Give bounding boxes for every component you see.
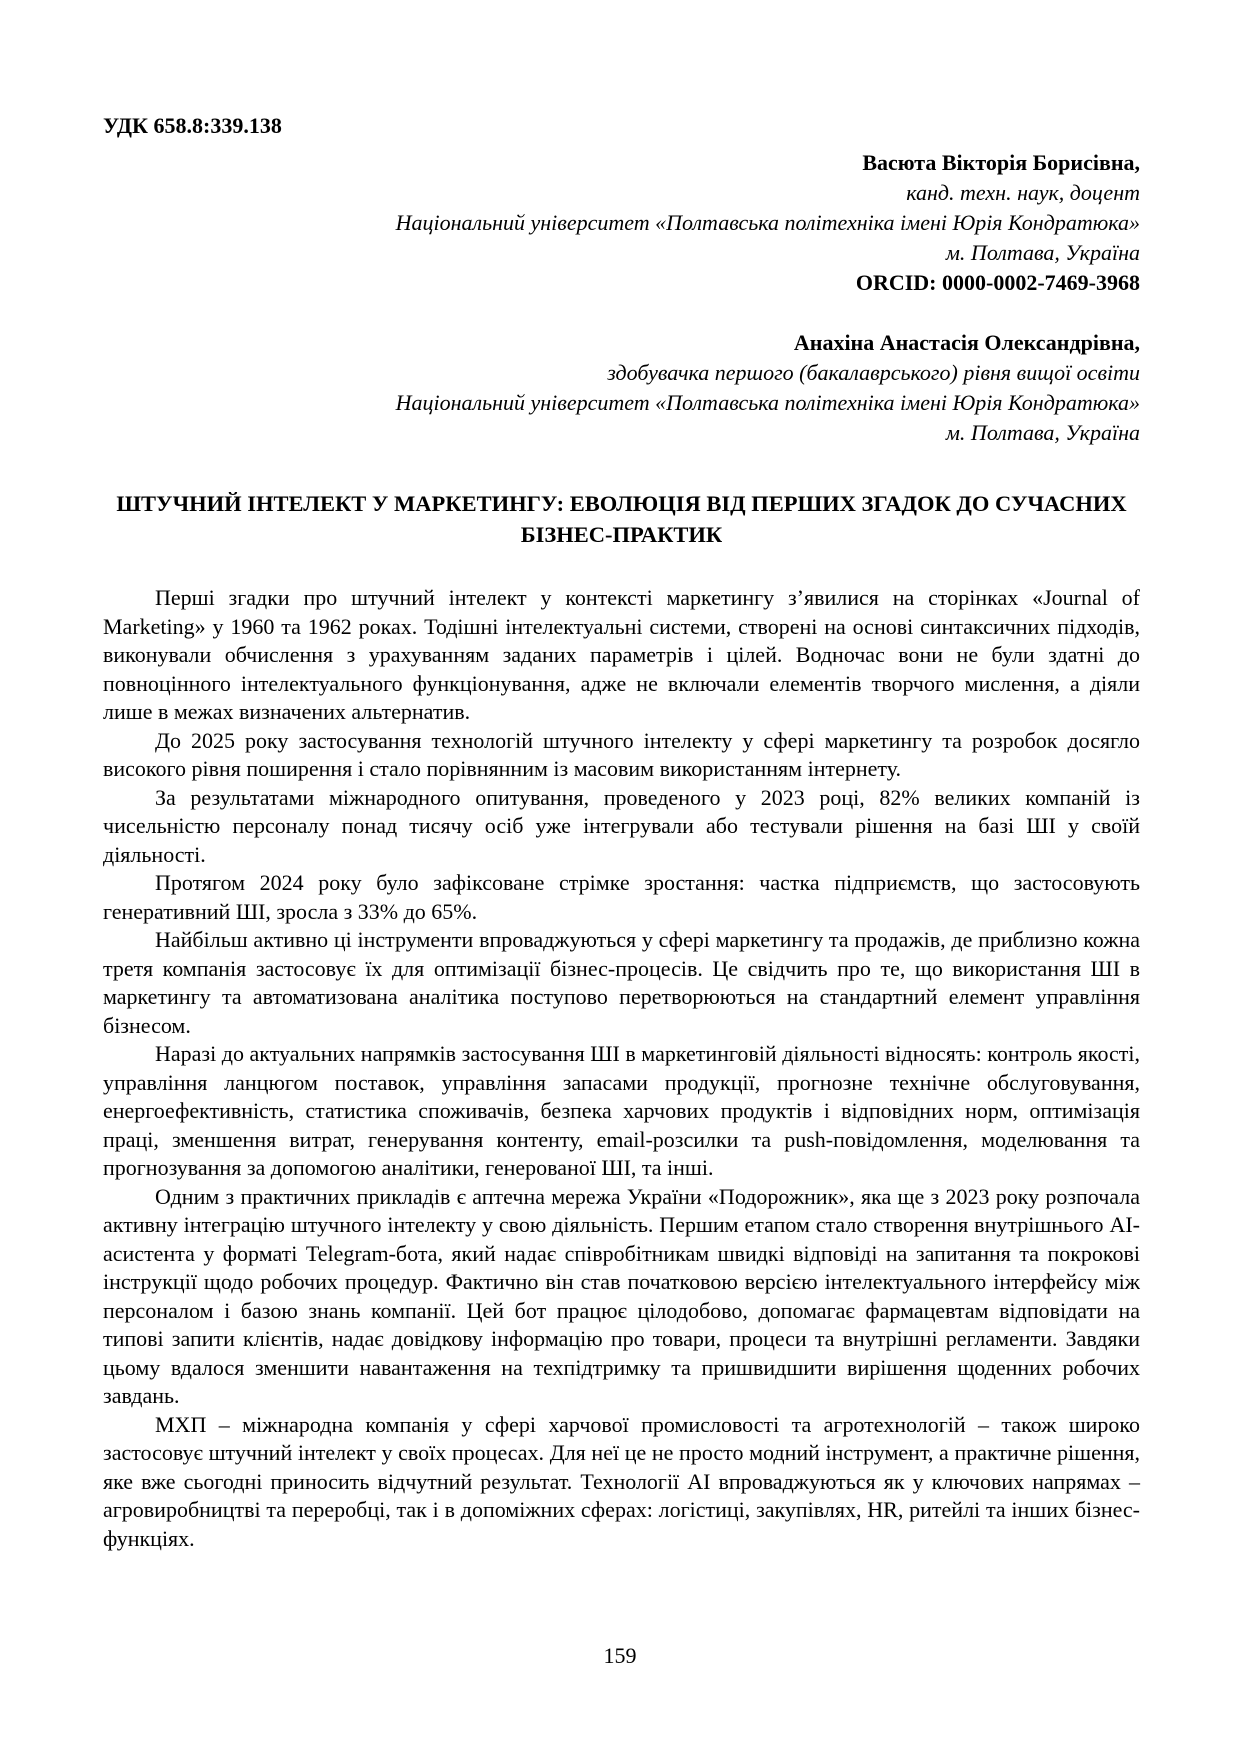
paragraph-3: За результатами міжнародного опитування, проведеного у 2023 році, 82% великих компаній із чисельністю персоналу понад тисячу осіб уже інтегрували або тестували рішення на базі ШІ у своїй діяльності. [103, 784, 1140, 867]
paragraph-6: Наразі до актуальних напрямків застосування ШІ в маркетинговій діяльності відносять: контроль якості, управління ланцюгом поставок, управління запасами продукції, прогнозне технічне обслуговування, енергоефективність, статистика споживачів, безпека харчових продуктів і відповідних норм, оптимізація праці, зменшення витрат, генерування контенту, email-розсилки та push-повідомлення, моделювання та прогнозування за допомогою аналітики, генерованої ШІ, та інші. [103, 1041, 1140, 1180]
author-2-name: Анахіна Анастасія Олександрівна, [793, 330, 1140, 355]
udc-code: УДК 658.8:339.138 [103, 113, 282, 138]
author-2-degree: здобувачка першого (бакалаврського) рівня вищої освіти [607, 360, 1140, 385]
author-1-degree: канд. техн. наук, доцент [906, 180, 1140, 205]
article-title: ШТУЧНИЙ ІНТЕЛЕКТ У МАРКЕТИНГУ: ЕВОЛЮЦІЯ ВІД ПЕРШИХ ЗГАДОК ДО СУЧАСНИХ БІЗНЕС-ПРАКТИК [116, 491, 1127, 547]
page-number: 159 [603, 1643, 637, 1668]
paragraph-1: Перші згадки про штучний інтелект у контексті маркетингу з’явилися на сторінках «Journal of Marketing» у 1960 та 1962 роках. Тодішні інтелектуальні системи, створені на основі синтаксичних підходів, виконували обчислення з урахуванням заданих параметрів і цілей. Водночас вони не були здатні до повноцінного інтелектуального функціонування, адже не включали елементів творчого мислення, а діяли лише в межах визначених альтернатив. [103, 585, 1140, 724]
author-1-orcid: ORCID: 0000-0002-7469-3968 [855, 270, 1140, 295]
author-block-2 [103, 328, 1140, 448]
paragraph-4: Протягом 2024 року було зафіксоване стрімке зростання: частка підприємств, що застосовують генеративний ШІ, зросла з 33% до 65%. [103, 870, 1140, 924]
author-block-1 [103, 148, 1140, 298]
author-1-name: Васюта Вікторія Борисівна, [862, 150, 1140, 175]
paragraph-7: Одним з практичних прикладів є аптечна мережа України «Подорожник», яка ще з 2023 року розпочала активну інтеграцію штучного інтелекту у свою діяльність. Першим етапом стало створення внутрішнього AI-асистента у форматі Telegram-бота, який надає співробітникам швидкі відповіді на запитання та покрокові інструкції щодо робочих процедур. Фактично він став початковою версією інтелектуального інтерфейсу між персоналом і базою знань компанії. Цей бот працює цілодобово, допомагає фармацевтам відповідати на типові запити клієнтів, надає довідкову інформацію про товари, процеси та внутрішні регламенти. Завдяки цьому вдалося зменшити навантаження на техпідтримку та пришвидшити вирішення щоденних робочих завдань. [103, 1183, 1140, 1408]
paragraph-2: До 2025 року застосування технологій штучного інтелекту у сфері маркетингу та розробок досягло високого рівня поширення і стало порівнянним із масовим використанням інтернету. [103, 727, 1140, 781]
author-1-affiliation: Національний університет «Полтавська політехніка імені Юрія Кондратюка» [395, 210, 1140, 235]
author-2-affiliation: Національний університет «Полтавська політехніка імені Юрія Кондратюка» [395, 390, 1140, 415]
author-1-location: м. Полтава, Україна [945, 240, 1140, 265]
author-2-location: м. Полтава, Україна [945, 420, 1140, 445]
paragraph-5: Найбільш активно ці інструменти впроваджуються у сфері маркетингу та продажів, де приблизно кожна третя компанія застосовує їх для оптимізації бізнес-процесів. Це свідчить про те, що використання ШІ в маркетингу та автоматизована аналітика поступово перетворюються на стандартний елемент управління бізнесом. [103, 927, 1140, 1038]
article-body [103, 584, 1140, 1553]
paragraph-8: МХП – міжнародна компанія у сфері харчової промисловості та агротехнологій – також широко застосовує штучний інтелект у своїх процесах. Для неї це не просто модний інструмент, а практичне рішення, яке вже сьогодні приносить відчутний результат. Технології AI впроваджуються як у ключових напрямах – агровиробництві та переробці, так і в допоміжних сферах: логістиці, закупівлях, HR, ритейлі та інших бізнес-функціях. [103, 1411, 1140, 1551]
